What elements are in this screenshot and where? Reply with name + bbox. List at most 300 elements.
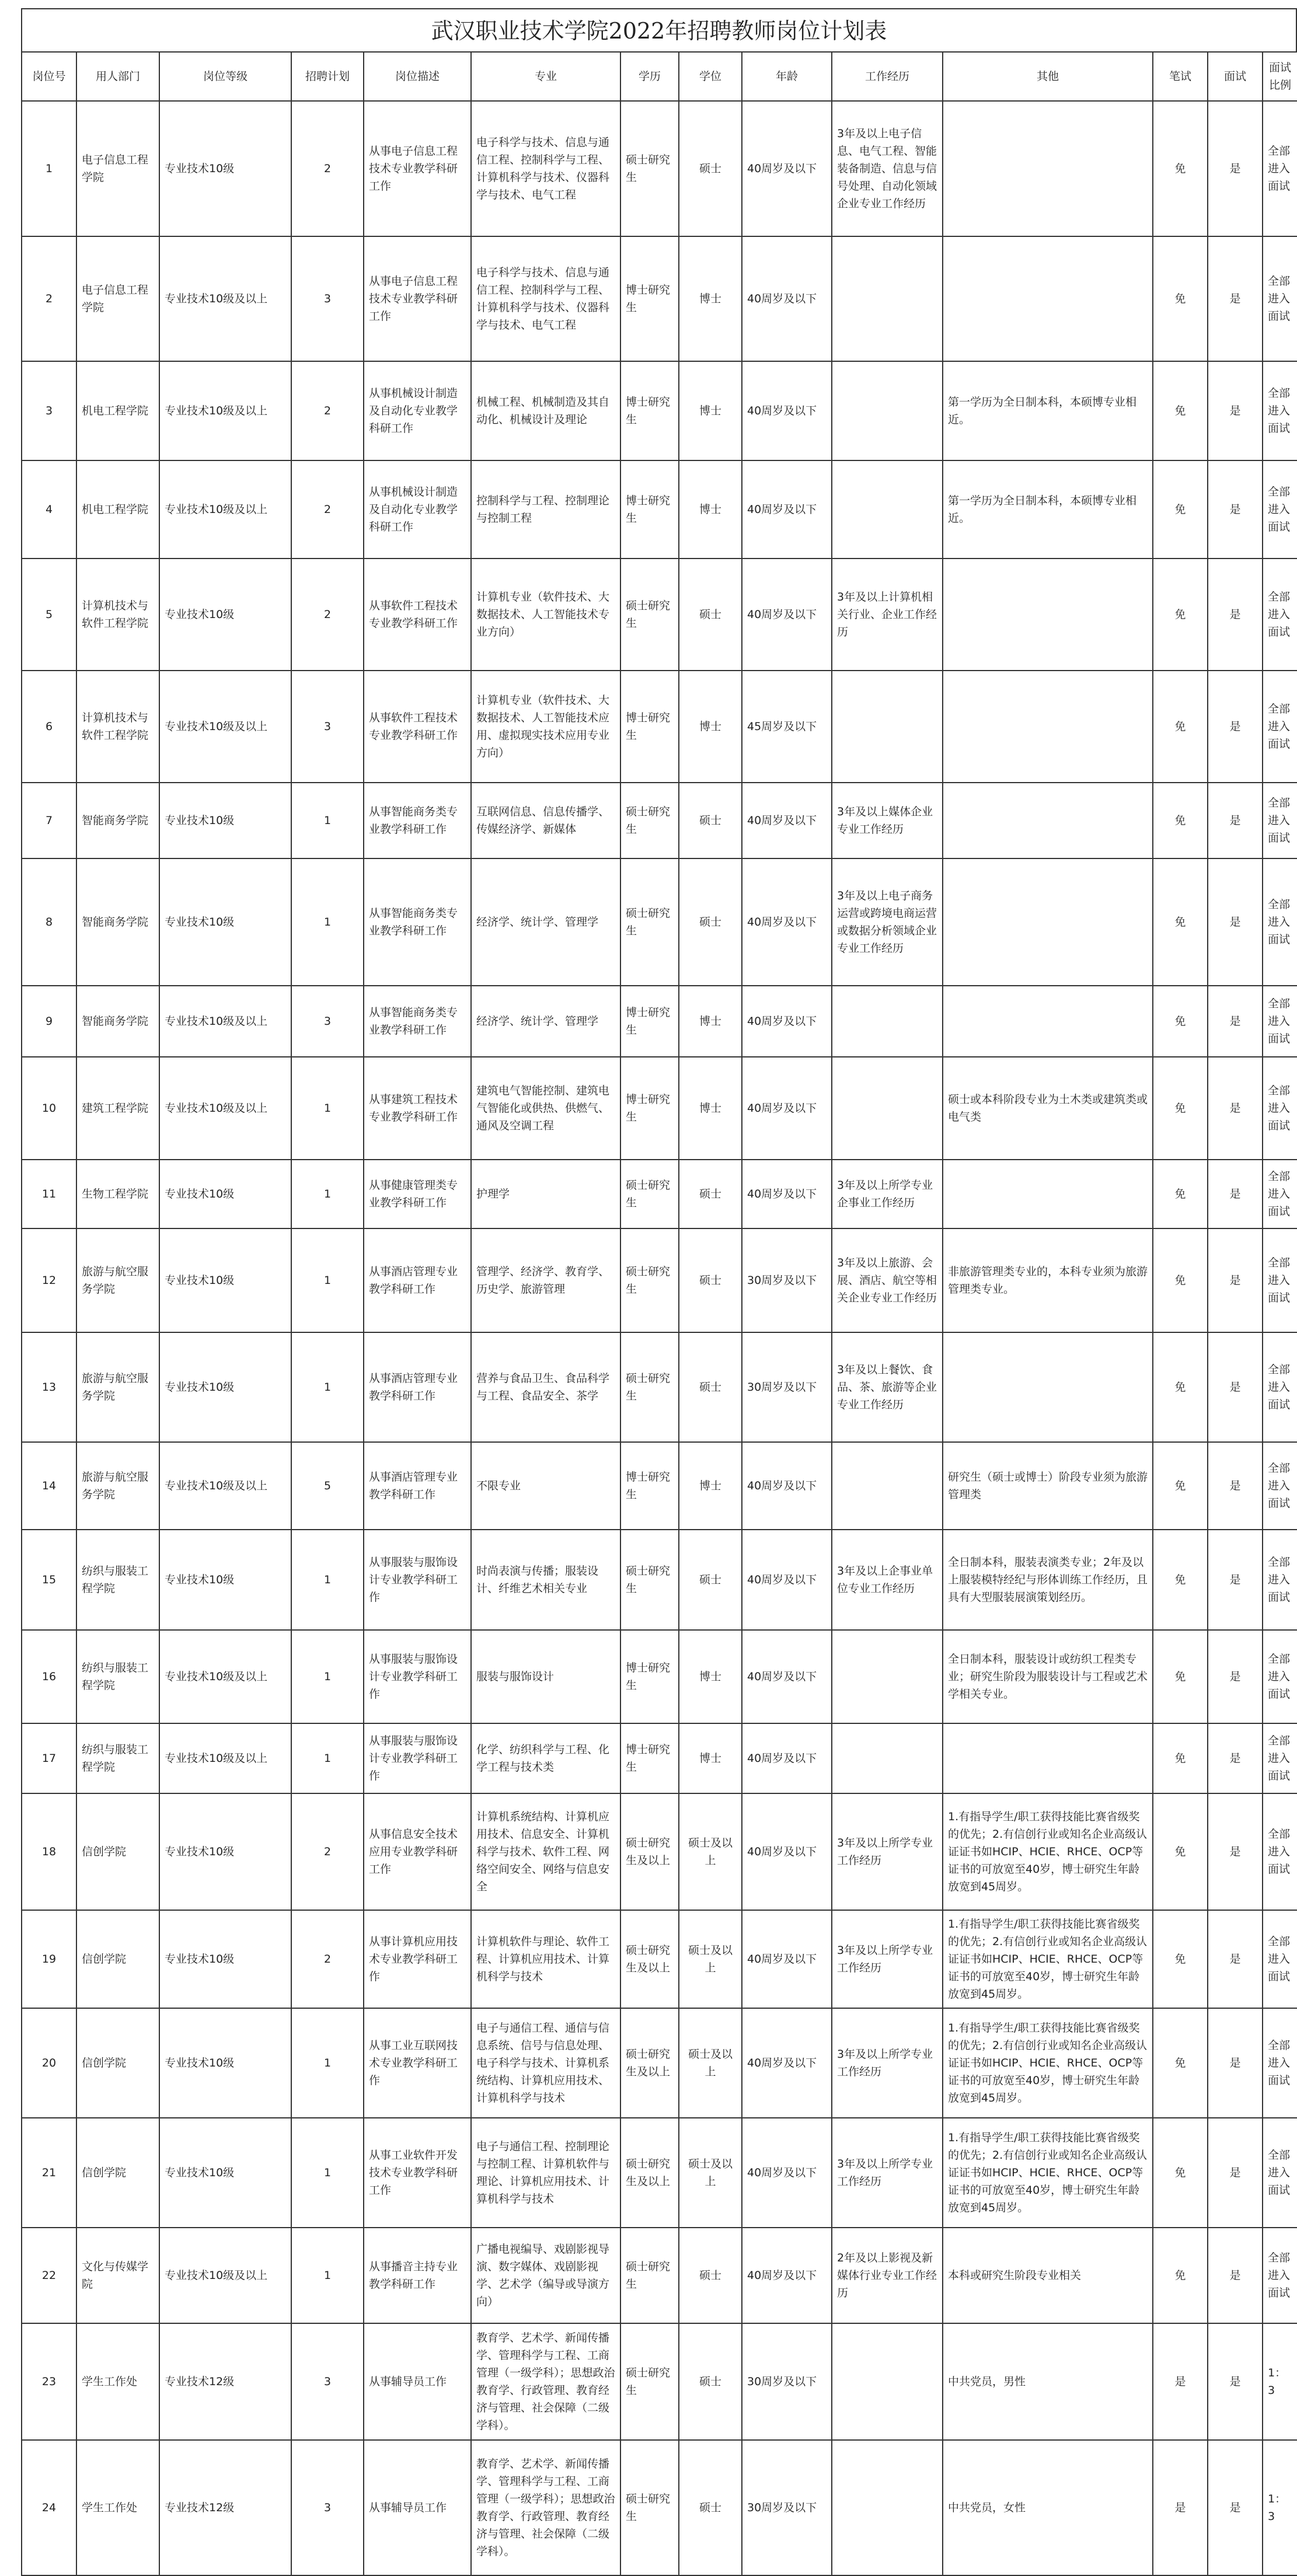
cell-description: 从事建筑工程技术专业教学科研工作 [364, 1057, 471, 1160]
cell-major: 服装与服饰设计 [471, 1630, 620, 1723]
table-row [22, 1530, 1297, 1630]
cell-other [943, 986, 1153, 1057]
cell-experience: 3年及以上所学专业工作经历 [832, 2008, 943, 2118]
cell-plan-count: 1 [291, 1630, 364, 1723]
cell-department: 智能商务学院 [76, 783, 159, 858]
cell-written-exam: 免 [1153, 671, 1208, 783]
cell-interview-ratio: 全部进入面试 [1263, 460, 1297, 559]
cell-other: 本科或研究生阶段专业相关 [943, 2228, 1153, 2323]
table-row [22, 2323, 1297, 2440]
cell-position-no: 24 [22, 2440, 76, 2575]
cell-degree: 硕士及以上 [679, 2118, 742, 2228]
header-experience: 工作经历 [832, 52, 943, 101]
cell-department: 计算机技术与软件工程学院 [76, 559, 159, 671]
table-row [22, 1057, 1297, 1160]
cell-degree: 硕士 [679, 1530, 742, 1630]
cell-plan-count: 1 [291, 783, 364, 858]
cell-degree: 博士 [679, 1442, 742, 1530]
cell-major: 经济学、统计学、管理学 [471, 858, 620, 986]
cell-other [943, 783, 1153, 858]
cell-description: 从事信息安全技术应用专业教学科研工作 [364, 1793, 471, 1910]
cell-description: 从事播音主持专业教学科研工作 [364, 2228, 471, 2323]
cell-age: 30周岁及以下 [742, 1228, 832, 1332]
cell-degree: 硕士及以上 [679, 2008, 742, 2118]
cell-interview-ratio: 全部进入面试 [1263, 1910, 1297, 2008]
cell-education: 博士研究生 [620, 1723, 679, 1793]
cell-written-exam: 免 [1153, 1160, 1208, 1228]
cell-grade: 专业技术10级及以上 [159, 1057, 291, 1160]
cell-interview: 是 [1208, 460, 1263, 559]
cell-experience: 3年及以上电子商务运营或跨境电商运营或数据分析领域企业专业工作经历 [832, 858, 943, 986]
cell-description: 从事酒店管理专业教学科研工作 [364, 1228, 471, 1332]
cell-degree: 博士 [679, 986, 742, 1057]
cell-major: 电子与通信工程、通信与信息系统、信号与信息处理、电子科学与技术、计算机系统结构、计算机应用技术、计算机科学与技术 [471, 2008, 620, 2118]
cell-description: 从事电子信息工程技术专业教学科研工作 [364, 101, 471, 236]
cell-written-exam: 免 [1153, 1530, 1208, 1630]
table-row [22, 1442, 1297, 1530]
cell-plan-count: 1 [291, 1332, 364, 1442]
header-grade: 岗位等级 [159, 52, 291, 101]
cell-interview-ratio: 全部进入面试 [1263, 671, 1297, 783]
cell-experience: 3年及以上计算机相关行业、企业工作经历 [832, 559, 943, 671]
cell-degree: 博士 [679, 236, 742, 361]
cell-major: 经济学、统计学、管理学 [471, 986, 620, 1057]
cell-department: 计算机技术与软件工程学院 [76, 671, 159, 783]
cell-written-exam: 免 [1153, 1630, 1208, 1723]
cell-other [943, 671, 1153, 783]
cell-interview: 是 [1208, 671, 1263, 783]
cell-plan-count: 5 [291, 1442, 364, 1530]
cell-major: 计算机专业（软件技术、大数据技术、人工智能技术应用、虚拟现实技术应用专业方向） [471, 671, 620, 783]
cell-description: 从事电子信息工程技术专业教学科研工作 [364, 236, 471, 361]
cell-interview: 是 [1208, 1910, 1263, 2008]
cell-experience [832, 1723, 943, 1793]
cell-interview: 是 [1208, 361, 1263, 460]
cell-education: 博士研究生 [620, 236, 679, 361]
cell-education: 硕士研究生 [620, 2440, 679, 2575]
header-position-no: 岗位号 [22, 52, 76, 101]
cell-grade: 专业技术10级 [159, 2008, 291, 2118]
cell-plan-count: 1 [291, 2118, 364, 2228]
table-row [22, 1332, 1297, 1442]
table-row [22, 559, 1297, 671]
cell-written-exam: 免 [1153, 1793, 1208, 1910]
cell-position-no: 3 [22, 361, 76, 460]
cell-position-no: 7 [22, 783, 76, 858]
cell-degree: 博士 [679, 361, 742, 460]
cell-experience [832, 2323, 943, 2440]
header-department: 用人部门 [76, 52, 159, 101]
cell-education: 博士研究生 [620, 1057, 679, 1160]
cell-plan-count: 2 [291, 460, 364, 559]
cell-interview: 是 [1208, 1332, 1263, 1442]
cell-major: 互联网信息、信息传播学、传媒经济学、新媒体 [471, 783, 620, 858]
cell-position-no: 12 [22, 1228, 76, 1332]
cell-grade: 专业技术10级及以上 [159, 361, 291, 460]
cell-grade: 专业技术10级 [159, 858, 291, 986]
cell-major: 广播电视编导、戏剧影视导演、数字媒体、戏剧影视学、艺术学（编导或导演方向） [471, 2228, 620, 2323]
cell-interview-ratio: 全部进入面试 [1263, 783, 1297, 858]
cell-grade: 专业技术12级 [159, 2323, 291, 2440]
table-row [22, 671, 1297, 783]
cell-education: 硕士研究生 [620, 559, 679, 671]
cell-interview-ratio: 全部进入面试 [1263, 2118, 1297, 2228]
cell-degree: 博士 [679, 1057, 742, 1160]
cell-plan-count: 1 [291, 858, 364, 986]
cell-other: 1.有指导学生/职工获得技能比赛省级奖的优先；2.有信创行业或知名企业高级认证证书如HCIP、HCIE、RHCE、OCP等证书的可放宽至40岁，博士研究生年龄放宽到45周岁。 [943, 1910, 1153, 2008]
cell-major: 护理学 [471, 1160, 620, 1228]
cell-grade: 专业技术10级及以上 [159, 671, 291, 783]
cell-experience: 3年及以上所学专业工作经历 [832, 1910, 943, 2008]
cell-interview-ratio: 全部进入面试 [1263, 986, 1297, 1057]
cell-position-no: 23 [22, 2323, 76, 2440]
table-row [22, 236, 1297, 361]
cell-description: 从事智能商务类专业教学科研工作 [364, 858, 471, 986]
table-row [22, 1793, 1297, 1910]
cell-grade: 专业技术10级及以上 [159, 1630, 291, 1723]
cell-department: 电子信息工程学院 [76, 236, 159, 361]
cell-interview: 是 [1208, 236, 1263, 361]
cell-other: 全日制本科，服装表演类专业；2年及以上服装模特经纪与形体训练工作经历，且具有大型服装展演策划经历。 [943, 1530, 1153, 1630]
cell-experience: 3年及以上所学专业工作经历 [832, 1793, 943, 1910]
cell-education: 硕士研究生及以上 [620, 2118, 679, 2228]
cell-position-no: 10 [22, 1057, 76, 1160]
cell-position-no: 16 [22, 1630, 76, 1723]
cell-plan-count: 1 [291, 1530, 364, 1630]
cell-age: 40周岁及以下 [742, 2008, 832, 2118]
header-other: 其他 [943, 52, 1153, 101]
table-row [22, 1160, 1297, 1228]
cell-plan-count: 1 [291, 1057, 364, 1160]
cell-position-no: 17 [22, 1723, 76, 1793]
cell-grade: 专业技术10级 [159, 1530, 291, 1630]
cell-age: 40周岁及以下 [742, 1057, 832, 1160]
table-row [22, 2440, 1297, 2575]
cell-department: 文化与传媒学院 [76, 2228, 159, 2323]
cell-plan-count: 1 [291, 2228, 364, 2323]
cell-interview: 是 [1208, 986, 1263, 1057]
cell-written-exam: 免 [1153, 1442, 1208, 1530]
cell-age: 40周岁及以下 [742, 2118, 832, 2228]
cell-grade: 专业技术10级 [159, 1332, 291, 1442]
cell-degree: 硕士及以上 [679, 1910, 742, 2008]
cell-experience: 2年及以上影视及新媒体行业专业工作经历 [832, 2228, 943, 2323]
page-title: 武汉职业技术学院2022年招聘教师岗位计划表 [21, 8, 1297, 51]
table-row [22, 1910, 1297, 2008]
table-row [22, 460, 1297, 559]
cell-position-no: 19 [22, 1910, 76, 2008]
table-row [22, 986, 1297, 1057]
cell-description: 从事机械设计制造及自动化专业教学科研工作 [364, 460, 471, 559]
cell-interview-ratio: 全部进入面试 [1263, 1332, 1297, 1442]
cell-major: 计算机系统结构、计算机应用技术、信息安全、计算机科学与技术、软件工程、网络空间安全、网络与信息安全 [471, 1793, 620, 1910]
cell-interview: 是 [1208, 1793, 1263, 1910]
cell-grade: 专业技术10级 [159, 1910, 291, 2008]
cell-education: 博士研究生 [620, 1442, 679, 1530]
cell-major: 管理学、经济学、教育学、历史学、旅游管理 [471, 1228, 620, 1332]
header-interview: 面试 [1208, 52, 1263, 101]
cell-education: 博士研究生 [620, 1630, 679, 1723]
cell-education: 硕士研究生 [620, 1228, 679, 1332]
cell-interview-ratio: 全部进入面试 [1263, 2008, 1297, 2118]
table-row [22, 1630, 1297, 1723]
header-plan-count: 招聘计划 [291, 52, 364, 101]
cell-position-no: 9 [22, 986, 76, 1057]
cell-interview-ratio: 全部进入面试 [1263, 1793, 1297, 1910]
cell-experience: 3年及以上企事业单位专业工作经历 [832, 1530, 943, 1630]
cell-other: 1.有指导学生/职工获得技能比赛省级奖的优先；2.有信创行业或知名企业高级认证证书如HCIP、HCIE、RHCE、OCP等证书的可放宽至40岁，博士研究生年龄放宽到45周岁。 [943, 2008, 1153, 2118]
table-row [22, 783, 1297, 858]
cell-written-exam: 免 [1153, 1057, 1208, 1160]
cell-position-no: 13 [22, 1332, 76, 1442]
cell-description: 从事智能商务类专业教学科研工作 [364, 783, 471, 858]
cell-department: 旅游与航空服务学院 [76, 1442, 159, 1530]
cell-interview: 是 [1208, 1057, 1263, 1160]
cell-degree: 硕士 [679, 2323, 742, 2440]
cell-experience [832, 1630, 943, 1723]
cell-other: 中共党员，女性 [943, 2440, 1153, 2575]
cell-other [943, 1332, 1153, 1442]
cell-experience [832, 2440, 943, 2575]
cell-major: 不限专业 [471, 1442, 620, 1530]
cell-interview: 是 [1208, 1160, 1263, 1228]
cell-major: 控制科学与工程、控制理论与控制工程 [471, 460, 620, 559]
cell-interview-ratio: 全部进入面试 [1263, 1160, 1297, 1228]
cell-department: 生物工程学院 [76, 1160, 159, 1228]
cell-experience: 3年及以上餐饮、食品、茶、旅游等企业专业工作经历 [832, 1332, 943, 1442]
cell-written-exam: 免 [1153, 460, 1208, 559]
cell-education: 硕士研究生 [620, 1332, 679, 1442]
table-row [22, 361, 1297, 460]
cell-department: 机电工程学院 [76, 460, 159, 559]
cell-interview-ratio: 1：3 [1263, 2323, 1297, 2440]
cell-department: 旅游与航空服务学院 [76, 1228, 159, 1332]
cell-interview-ratio: 全部进入面试 [1263, 1057, 1297, 1160]
cell-position-no: 4 [22, 460, 76, 559]
cell-age: 40周岁及以下 [742, 1723, 832, 1793]
cell-experience [832, 236, 943, 361]
cell-position-no: 8 [22, 858, 76, 986]
cell-major: 电子科学与技术、信息与通信工程、控制科学与工程、计算机科学与技术、仪器科学与技术、电气工程 [471, 101, 620, 236]
header-degree: 学位 [679, 52, 742, 101]
cell-department: 学生工作处 [76, 2323, 159, 2440]
cell-description: 从事酒店管理专业教学科研工作 [364, 1442, 471, 1530]
header-row [22, 52, 1297, 101]
table-row [22, 858, 1297, 986]
cell-age: 40周岁及以下 [742, 1630, 832, 1723]
cell-experience [832, 986, 943, 1057]
cell-plan-count: 3 [291, 986, 364, 1057]
cell-major: 电子与通信工程、控制理论与控制工程、计算机软件与理论、计算机应用技术、计算机科学与技术 [471, 2118, 620, 2228]
cell-experience [832, 1057, 943, 1160]
cell-interview-ratio: 全部进入面试 [1263, 101, 1297, 236]
cell-education: 博士研究生 [620, 671, 679, 783]
cell-department: 信创学院 [76, 2118, 159, 2228]
cell-position-no: 18 [22, 1793, 76, 1910]
cell-position-no: 1 [22, 101, 76, 236]
cell-description: 从事软件工程技术专业教学科研工作 [364, 671, 471, 783]
cell-age: 40周岁及以下 [742, 559, 832, 671]
cell-written-exam: 免 [1153, 2228, 1208, 2323]
cell-department: 纺织与服装工程学院 [76, 1723, 159, 1793]
cell-written-exam: 免 [1153, 2008, 1208, 2118]
cell-department: 信创学院 [76, 2008, 159, 2118]
cell-written-exam: 是 [1153, 2440, 1208, 2575]
cell-interview: 是 [1208, 1442, 1263, 1530]
cell-age: 40周岁及以下 [742, 858, 832, 986]
cell-degree: 硕士 [679, 559, 742, 671]
cell-department: 机电工程学院 [76, 361, 159, 460]
cell-written-exam: 免 [1153, 361, 1208, 460]
cell-degree: 硕士 [679, 1160, 742, 1228]
header-written-exam: 笔试 [1153, 52, 1208, 101]
cell-description: 从事酒店管理专业教学科研工作 [364, 1332, 471, 1442]
table-row [22, 2118, 1297, 2228]
cell-plan-count: 2 [291, 1793, 364, 1910]
cell-department: 旅游与航空服务学院 [76, 1332, 159, 1442]
cell-plan-count: 2 [291, 559, 364, 671]
cell-interview: 是 [1208, 2228, 1263, 2323]
cell-major: 教育学、艺术学、新闻传播学、管理科学与工程、工商管理（一级学科）；思想政治教育学、行政管理、教育经济与管理、社会保障（二级学科）。 [471, 2440, 620, 2575]
cell-department: 智能商务学院 [76, 858, 159, 986]
cell-grade: 专业技术10级 [159, 1160, 291, 1228]
cell-interview: 是 [1208, 783, 1263, 858]
cell-age: 40周岁及以下 [742, 1530, 832, 1630]
cell-education: 硕士研究生及以上 [620, 1793, 679, 1910]
cell-interview-ratio: 全部进入面试 [1263, 236, 1297, 361]
cell-degree: 博士 [679, 460, 742, 559]
cell-plan-count: 2 [291, 361, 364, 460]
cell-age: 40周岁及以下 [742, 101, 832, 236]
cell-other: 1.有指导学生/职工获得技能比赛省级奖的优先；2.有信创行业或知名企业高级认证证书如HCIP、HCIE、RHCE、OCP等证书的可放宽至40岁，博士研究生年龄放宽到45周岁。 [943, 2118, 1153, 2228]
cell-degree: 硕士 [679, 1228, 742, 1332]
cell-plan-count: 1 [291, 2008, 364, 2118]
cell-plan-count: 3 [291, 671, 364, 783]
cell-department: 学生工作处 [76, 2440, 159, 2575]
cell-grade: 专业技术10级 [159, 559, 291, 671]
cell-description: 从事智能商务类专业教学科研工作 [364, 986, 471, 1057]
table-row [22, 2228, 1297, 2323]
cell-written-exam: 是 [1153, 2323, 1208, 2440]
cell-other: 硕士或本科阶段专业为土木类或建筑类或电气类 [943, 1057, 1153, 1160]
cell-written-exam: 免 [1153, 2118, 1208, 2228]
cell-interview-ratio: 全部进入面试 [1263, 559, 1297, 671]
cell-major: 营养与食品卫生、食品科学与工程、食品安全、茶学 [471, 1332, 620, 1442]
header-interview-ratio: 面试比例 [1263, 52, 1297, 101]
cell-grade: 专业技术12级 [159, 2440, 291, 2575]
cell-department: 信创学院 [76, 1793, 159, 1910]
cell-age: 40周岁及以下 [742, 361, 832, 460]
cell-other: 非旅游管理类专业的，本科专业须为旅游管理类专业。 [943, 1228, 1153, 1332]
cell-grade: 专业技术10级 [159, 1793, 291, 1910]
cell-plan-count: 2 [291, 101, 364, 236]
cell-degree: 硕士及以上 [679, 1793, 742, 1910]
cell-age: 40周岁及以下 [742, 783, 832, 858]
cell-experience: 3年及以上所学专业工作经历 [832, 2118, 943, 2228]
cell-description: 从事服装与服饰设计专业教学科研工作 [364, 1723, 471, 1793]
cell-grade: 专业技术10级及以上 [159, 986, 291, 1057]
cell-education: 硕士研究生 [620, 2323, 679, 2440]
cell-degree: 硕士 [679, 1332, 742, 1442]
header-age: 年龄 [742, 52, 832, 101]
cell-grade: 专业技术10级 [159, 1228, 291, 1332]
cell-written-exam: 免 [1153, 1228, 1208, 1332]
cell-major: 计算机软件与理论、软件工程、计算机应用技术、计算机科学与技术 [471, 1910, 620, 2008]
cell-description: 从事工业软件开发技术专业教学科研工作 [364, 2118, 471, 2228]
cell-education: 博士研究生 [620, 361, 679, 460]
cell-description: 从事辅导员工作 [364, 2440, 471, 2575]
cell-age: 30周岁及以下 [742, 1332, 832, 1442]
cell-major: 化学、纺织科学与工程、化学工程与技术类 [471, 1723, 620, 1793]
cell-written-exam: 免 [1153, 1332, 1208, 1442]
cell-description: 从事服装与服饰设计专业教学科研工作 [364, 1530, 471, 1630]
cell-age: 40周岁及以下 [742, 1910, 832, 2008]
cell-experience: 3年及以上电子信息、电气工程、智能装备制造、信息与信号处理、自动化领域企业专业工作经历 [832, 101, 943, 236]
cell-education: 硕士研究生 [620, 101, 679, 236]
cell-grade: 专业技术10级 [159, 101, 291, 236]
cell-description: 从事机械设计制造及自动化专业教学科研工作 [364, 361, 471, 460]
cell-interview-ratio: 全部进入面试 [1263, 858, 1297, 986]
table-header [22, 52, 1297, 101]
cell-experience [832, 1442, 943, 1530]
cell-other: 研究生（硕士或博士）阶段专业须为旅游管理类 [943, 1442, 1153, 1530]
cell-interview-ratio: 全部进入面试 [1263, 1442, 1297, 1530]
cell-interview: 是 [1208, 1723, 1263, 1793]
cell-interview: 是 [1208, 559, 1263, 671]
cell-interview: 是 [1208, 2008, 1263, 2118]
cell-grade: 专业技术10级及以上 [159, 460, 291, 559]
cell-degree: 博士 [679, 1723, 742, 1793]
cell-experience: 3年及以上媒体企业专业工作经历 [832, 783, 943, 858]
cell-experience: 3年及以上所学专业企事业工作经历 [832, 1160, 943, 1228]
cell-age: 30周岁及以下 [742, 2440, 832, 2575]
cell-grade: 专业技术10级 [159, 783, 291, 858]
cell-description: 从事工业互联网技术专业教学科研工作 [364, 2008, 471, 2118]
cell-grade: 专业技术10级及以上 [159, 2228, 291, 2323]
cell-other [943, 101, 1153, 236]
cell-experience [832, 460, 943, 559]
cell-written-exam: 免 [1153, 858, 1208, 986]
cell-plan-count: 1 [291, 1160, 364, 1228]
cell-major: 教育学、艺术学、新闻传播学、管理科学与工程、工商管理（一级学科）；思想政治教育学、行政管理、教育经济与管理、社会保障（二级学科）。 [471, 2323, 620, 2440]
cell-education: 硕士研究生 [620, 1160, 679, 1228]
cell-interview-ratio: 1：3 [1263, 2440, 1297, 2575]
cell-grade: 专业技术10级及以上 [159, 1723, 291, 1793]
cell-interview: 是 [1208, 101, 1263, 236]
cell-department: 信创学院 [76, 1910, 159, 2008]
positions-table [21, 51, 1297, 2576]
cell-description: 从事服装与服饰设计专业教学科研工作 [364, 1630, 471, 1723]
cell-description: 从事计算机应用技术专业教学科研工作 [364, 1910, 471, 2008]
header-description: 岗位描述 [364, 52, 471, 101]
cell-plan-count: 1 [291, 1228, 364, 1332]
cell-written-exam: 免 [1153, 986, 1208, 1057]
cell-degree: 硕士 [679, 858, 742, 986]
cell-other: 第一学历为全日制本科，本硕博专业相近。 [943, 460, 1153, 559]
cell-experience: 3年及以上旅游、会展、酒店、航空等相关企业专业工作经历 [832, 1228, 943, 1332]
cell-grade: 专业技术10级及以上 [159, 236, 291, 361]
cell-written-exam: 免 [1153, 236, 1208, 361]
cell-interview-ratio: 全部进入面试 [1263, 361, 1297, 460]
cell-description: 从事软件工程技术专业教学科研工作 [364, 559, 471, 671]
cell-age: 40周岁及以下 [742, 236, 832, 361]
cell-education: 硕士研究生 [620, 2228, 679, 2323]
cell-position-no: 5 [22, 559, 76, 671]
cell-age: 40周岁及以下 [742, 460, 832, 559]
cell-major: 建筑电气智能控制、建筑电气智能化或供热、供燃气、通风及空调工程 [471, 1057, 620, 1160]
cell-description: 从事健康管理类专业教学科研工作 [364, 1160, 471, 1228]
cell-major: 时尚表演与传播；服装设计、纤维艺术相关专业 [471, 1530, 620, 1630]
